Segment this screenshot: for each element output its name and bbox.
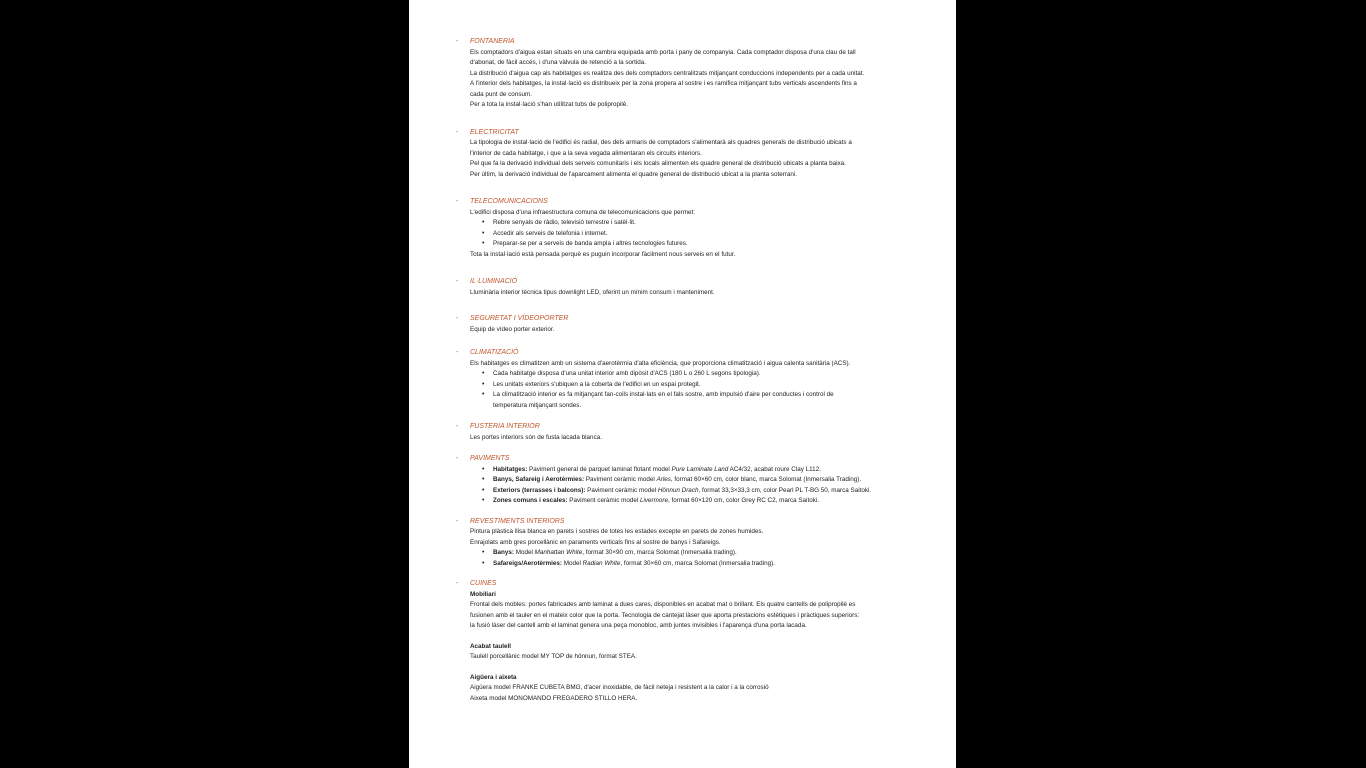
paragraph: Enrajolats amb gres porcellànic en paraments verticals fins al sostre de banys i Safareigs. (470, 538, 721, 546)
paragraph: fusionen amb el tauler en el mateix color que la porta. Tecnologia de cantejat làser que aporta prestacions estètiques i pràctiques superiors: (470, 611, 860, 619)
paragraph: la fusió làser del cantell amb el laminat genera una peça monobloc, amb juntes invisibles i l'aparença d'una porta lacada. (470, 622, 807, 629)
section-seguretat (456, 314, 920, 335)
paragraph: Per a tota la instal·lació s'han utilitzat tubs de polipropilè. (470, 101, 629, 108)
section-heading: - IL·LUMINACIÓ (456, 278, 518, 285)
list-item: • Preparar-se per a serveis de banda ampla i altres tecnologies futures. (470, 239, 920, 250)
section-cuines (456, 579, 920, 704)
list-item: • Banys: Model Manhattan White, format 30×90 cm, marca Solomat (Inmersalia trading). (470, 548, 920, 559)
paragraph: Pel que fa la derivació individual dels serveis comunitaris i els locals alimenten els quadre general de distribució ubicats a planta baixa. (470, 160, 846, 167)
paragraph: L'edifici disposa d'una infraestructura comuna de telecomunicacions que permet: (470, 208, 696, 216)
paragraph: Les portes interiors són de fusta lacada blanca. (470, 433, 602, 441)
list-item: • Les unitats exteriors s'ubiquen a la coberta de l'edifici en un espai protegit. (470, 380, 920, 391)
paragraph: Pintura plàstica llisa blanca en parets i sostres de totes les estades excepte en parets de zones humides. (470, 528, 764, 535)
section-heading: - PAVIMENTS (456, 455, 510, 462)
paragraph: cada punt de consum. (470, 90, 532, 98)
bullet-list (470, 218, 920, 250)
bullet-list (470, 548, 920, 569)
section-heading: - REVESTIMENTS INTERIORS (456, 517, 565, 525)
paragraph: La distribució d'aigua cap als habitatges es realitza des dels comptadors centralitzats mitjançant conduccions independents per a cada unitat. (470, 69, 865, 77)
list-item: • Exteriors (terrasses i balcons): Paviment ceràmic model Hönnun Drach, format 33,3×33,3 cm, color Pearl PL T-BG 50, marca Saitoki. (470, 486, 920, 497)
section-fontaneria (456, 37, 920, 111)
paragraph: d'abonat, de fàcil accés, i d'una vàlvula de retenció a la sortida. (470, 59, 647, 66)
subheading: Mobiliari (470, 590, 496, 598)
paragraph: Per últim, la derivació individual de l'aparcament alimenta el quadre general de distribució ubicat a la planta soterrani. (470, 170, 798, 178)
document-page (409, 0, 956, 768)
list-item: • Rebre senyals de ràdio, televisió terrestre i satèl·lit. (470, 218, 920, 229)
subheading: Acabat taulell (470, 642, 511, 650)
bullet-list (470, 369, 920, 411)
section-fusteria (456, 422, 920, 443)
paragraph: Aigüera model FRANKE CUBETA BMG, d'acer inoxidable, de fàcil neteja i resistent a la calor i a la corrosió (470, 684, 769, 691)
section-telecomunicacions (456, 197, 920, 260)
paragraph: Taulell porcellànic model MY TOP de hönnun, format STEA. (470, 653, 637, 660)
section-illuminacio (456, 277, 920, 298)
section-heading: - CUINES (456, 580, 497, 587)
list-item: • Cada habitatge disposa d'una unitat interior amb dipòsit d'ACS (180 L o 260 L segons tipologia). (470, 369, 920, 380)
section-revestiments (456, 517, 920, 570)
list-item: • La climatització interior es fa mitjançant fan-coils instal·lats en el fals sostre, amb impulsió d'aire per conductes i control de (470, 390, 920, 401)
paragraph: Els habitatges es climatitzen amb un sistema d'aerotèrmia d'alta eficiència, que proporciona climatització i aigua calenta sanitària (ACS). (470, 359, 851, 367)
paragraph: A l'interior dels habitatges, la instal·lació es distribueix per la zona propera al sostre i es ramifica mitjançant tubs verticals ascendents fins a (470, 80, 857, 87)
bullet-list (470, 465, 920, 507)
section-climatitzacio (456, 348, 920, 411)
section-heading: - CLIMATIZACIÓ (456, 349, 519, 356)
section-electricitat (456, 128, 920, 181)
list-item: • Safareigs/Aerotèrmies: Model Radian White, format 30×60 cm, marca Solomat (Inmersalia trading). (470, 559, 920, 570)
section-heading: - TELECOMUNICACIONS (456, 198, 548, 205)
paragraph: Equip de vídeo porter exterior. (470, 325, 555, 333)
section-heading: - ELECTRICITAT (456, 128, 519, 136)
paragraph: La tipologia de instal·lació de l'edifici és radial, des dels armaris de comptadors s'alimentarà als quadres generals de distribució ubicats a (470, 139, 852, 146)
paragraph: Lluminària interior tècnica tipus downlight LED, oferint un mínim consum i manteniment. (470, 288, 715, 296)
list-item: • Accedir als serveis de telefonia i internet. (470, 229, 920, 240)
list-item: • Zones comuns i escales: Paviment ceràmic model Livermore, format 60×120 cm, color Grey RC C2, marca Saitoki. (470, 496, 920, 507)
list-item: • Habitatges: Paviment general de parquet laminat flotant model Pure Laminate Land AC4/32, acabat roure Clay L112. (470, 465, 920, 476)
list-item-continuation: temperatura mitjançant sondes. (493, 401, 582, 409)
section-heading: - FUSTERIA INTERIOR (456, 423, 540, 430)
subheading: Aigüera i aixeta (470, 673, 517, 681)
list-item: • Banys, Safareig i Aerotèrmies: Paviment ceràmic model Arles, format 60×60 cm, color blanc, marca Solomat (Inmersalia Trading). (470, 475, 920, 486)
section-heading: - SEGURETAT I VÍDEOPORTER (456, 315, 569, 322)
paragraph: Els comptadors d'aigua estan situats en una cambra equipada amb porta i pany de companyia. Cada comptador disposa d'una clau de tall (470, 48, 856, 56)
section-paviments (456, 454, 920, 507)
paragraph: Tota la instal·lació està pensada perquè es puguin incorporar fàcilment nous serveis en el futur. (470, 250, 736, 258)
paragraph: Frontal dels mobles: portes fabricades amb laminat a dues cares, disponibles en acabat mat o brillant. Els quatre cantells de polipropilè es (470, 601, 856, 608)
section-heading: - FONTANERIA (456, 38, 515, 45)
document-content (456, 37, 920, 704)
paragraph: Aixeta model MONOMANDO FREGADERO STILLO HERA. (470, 694, 638, 702)
paragraph: l'interior de cada habitatge, i que a la seva vegada alimentaran els circuits interiors. (470, 149, 702, 157)
